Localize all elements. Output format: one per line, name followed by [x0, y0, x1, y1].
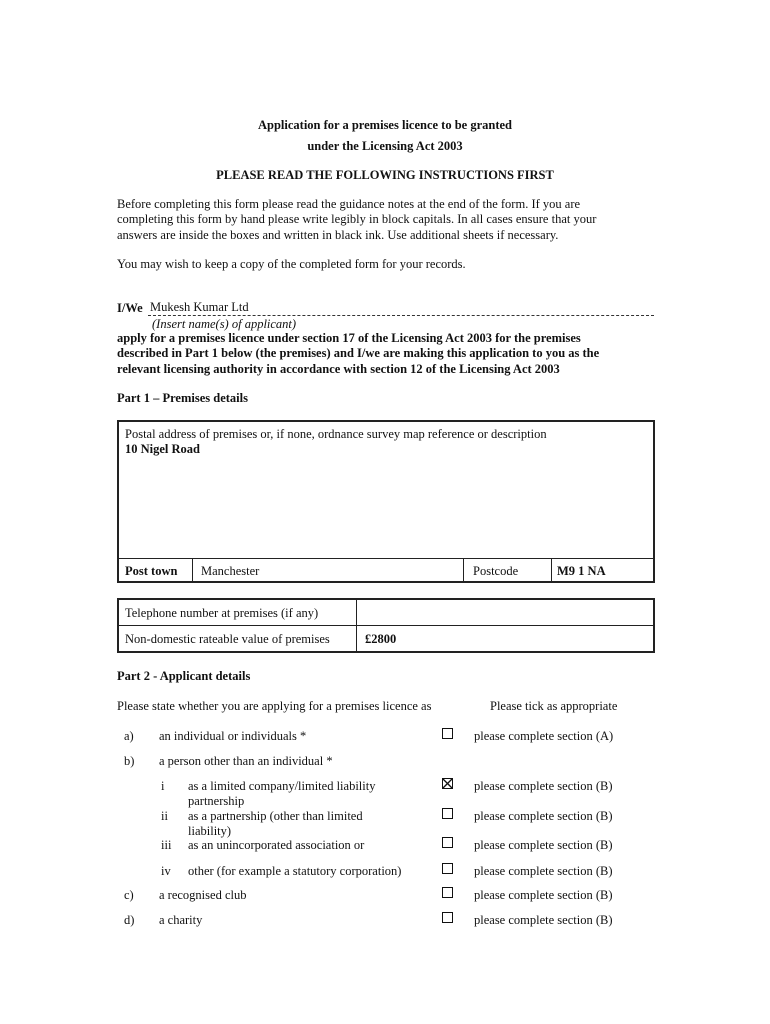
postcode-field[interactable]: M9 1 NA: [557, 564, 606, 578]
address-label: Postal address of premises or, if none, ordnance survey map reference or description: [125, 427, 547, 441]
option-label-unincorporated: as an unincorporated association or: [188, 838, 365, 852]
tick-header: Please tick as appropriate: [490, 699, 618, 713]
applicant-name-field[interactable]: Mukesh Kumar Ltd: [150, 300, 249, 314]
option-marker: ii: [161, 809, 168, 823]
statement-line: relevant licensing authority in accordance with section 12 of the Licensing Act 2003: [117, 361, 560, 376]
address-field[interactable]: 10 Nigel Road: [125, 442, 200, 456]
intro-line: answers are inside the boxes and written in black ink. Use additional sheets if necessary.: [117, 227, 559, 242]
divider: [192, 558, 193, 581]
checkbox-unincorporated[interactable]: [442, 837, 453, 848]
post-town-field[interactable]: Manchester: [201, 564, 260, 578]
telephone-rateable-box: [117, 598, 655, 653]
option-marker: a): [124, 729, 134, 743]
post-town-label: Post town: [125, 564, 178, 578]
keep-copy-note: You may wish to keep a copy of the completed form for your records.: [117, 257, 466, 271]
option-note: please complete section (B): [474, 864, 613, 878]
intro-line: Before completing this form please read the guidance notes at the end of the form. If you are: [117, 197, 581, 211]
option-note: please complete section (A): [474, 729, 614, 743]
option-label-charity: a charity: [159, 913, 203, 927]
checkbox-recognised-club[interactable]: [442, 887, 453, 898]
instructions-heading: PLEASE READ THE FOLLOWING INSTRUCTIONS FIRST: [216, 168, 554, 182]
option-marker: i: [161, 779, 165, 793]
checkbox-charity[interactable]: [442, 912, 453, 923]
option-label-line: as a limited company/limited liability: [188, 779, 376, 793]
statement-line: apply for a premises licence under section 17 of the Licensing Act 2003 for the premises: [117, 331, 581, 345]
option-label-other: other (for example a statutory corporation): [188, 864, 402, 878]
applicant-type-question: Please state whether you are applying for a premises licence as: [117, 699, 432, 713]
premises-address-box: [117, 420, 655, 583]
option-note: please complete section (B): [474, 838, 613, 852]
option-label-recognised-club: a recognised club: [159, 888, 247, 902]
statement-line: described in Part 1 below (the premises) and I/we are making this application to you as the: [117, 346, 600, 361]
option-note: please complete section (B): [474, 888, 613, 902]
checkbox-limited-company[interactable]: [442, 778, 453, 789]
application-statement: [117, 331, 677, 377]
option-label-line: liability): [188, 824, 232, 838]
option-marker: b): [124, 754, 135, 768]
option-label-partnership: [188, 809, 363, 839]
option-note: please complete section (B): [474, 809, 613, 823]
form-title-line-1: Application for a premises licence to be granted: [257, 118, 513, 132]
applicant-name-underline: [148, 315, 654, 316]
option-note: please complete section (B): [474, 779, 613, 793]
option-label-non-individual: a person other than an individual *: [159, 754, 333, 768]
divider: [119, 558, 653, 559]
option-marker: c): [124, 888, 134, 902]
applicant-prefix: I/We: [117, 301, 143, 315]
option-marker: iv: [161, 864, 171, 878]
intro-line: completing this form by hand please write legibly in block capitals. In all cases ensure that your: [117, 212, 597, 227]
rateable-value-label: Non-domestic rateable value of premises: [125, 632, 330, 646]
checkbox-individual[interactable]: [442, 728, 453, 739]
option-marker: iii: [161, 838, 172, 852]
part2-heading: Part 2 - Applicant details: [117, 669, 251, 683]
telephone-label: Telephone number at premises (if any): [125, 606, 319, 620]
form-title-line-2: under the Licensing Act 2003: [307, 139, 463, 153]
divider: [463, 558, 464, 581]
option-note: please complete section (B): [474, 913, 613, 927]
applicant-name-hint: (Insert name(s) of applicant): [152, 317, 297, 331]
checked-cross-icon: [442, 778, 453, 789]
divider: [356, 600, 357, 651]
checkbox-other[interactable]: [442, 863, 453, 874]
rateable-value-field[interactable]: £2800: [365, 632, 397, 646]
divider: [551, 558, 552, 581]
option-label-line: partnership: [188, 794, 245, 808]
postcode-label: Postcode: [473, 564, 519, 578]
divider: [119, 625, 653, 626]
telephone-field[interactable]: [363, 606, 648, 622]
checkbox-partnership[interactable]: [442, 808, 453, 819]
intro-paragraph: [117, 197, 662, 243]
option-label-individual: an individual or individuals *: [159, 729, 307, 743]
option-label-limited-company: [188, 779, 375, 809]
option-label-line: as a partnership (other than limited: [188, 809, 363, 823]
option-marker: d): [124, 913, 135, 927]
part1-heading: Part 1 – Premises details: [117, 391, 248, 405]
